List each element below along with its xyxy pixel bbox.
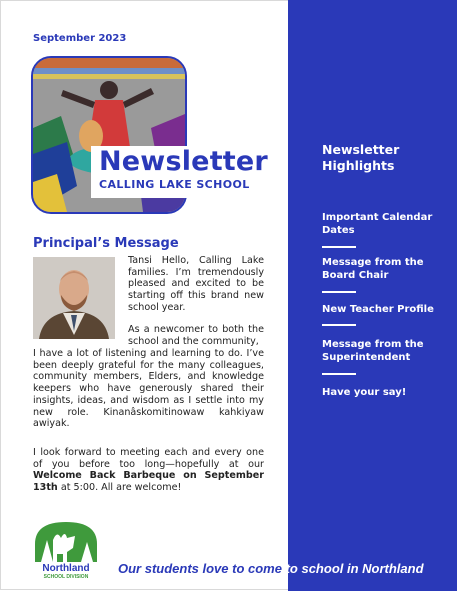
footer-tagline [118, 561, 424, 576]
highlight-divider [322, 373, 356, 375]
highlights-sidebar [285, 0, 457, 591]
principal-paragraph-2-rest: I have a lot of listening and learning to do. I’ve been deeply grateful for the many colleagues, community members, Elders, and knowledge keepers who have generously shared their insights, ideas, and wisdom as I settle into my new role. Kinanâskomitinowaw kahkiyaw awiyak. [33, 348, 264, 430]
event-name: Welcome Back Barbeque on September 13th [33, 470, 264, 494]
highlight-divider [322, 246, 356, 248]
highlights-title: Newsletter Highlights [322, 142, 400, 173]
highlight-teacher-profile[interactable]: New Teacher Profile [322, 304, 434, 315]
principal-paragraph-1: Tansi Hello, Calling Lake families. I’m tremendously pleased and excited to be starting off this brand new school year. [128, 255, 264, 313]
school-name: CALLING LAKE SCHOOL [99, 178, 250, 191]
highlight-calendar-dates[interactable]: Important Calendar Dates [322, 212, 433, 236]
highlight-divider [322, 324, 356, 326]
principal-paragraph-2-top: As a newcomer to both the school and the community, [128, 324, 264, 347]
logo-division: SCHOOL DIVISION [43, 574, 89, 580]
invite-text: I look forward to meeting each and every one of you before too long—hopefully at our [33, 447, 264, 470]
newsletter-title: Newsletter [99, 146, 268, 177]
principal-heading: Principal’s Message [33, 236, 179, 251]
tagline-part-2: to school in Northland [285, 561, 424, 576]
highlight-divider [322, 291, 356, 293]
principal-photo [33, 257, 115, 339]
northland-logo [31, 518, 101, 580]
principal-paragraph-3 [33, 447, 264, 494]
invite-time: at 5:00. All are welcome! [57, 482, 182, 494]
highlight-superintendent[interactable]: Message from the Superintendent [322, 339, 424, 363]
issue-date: September 2023 [33, 33, 127, 44]
logo-wordmark: Northland [42, 563, 90, 574]
tagline-part-1: Our students love to come [118, 561, 286, 576]
highlight-board-chair[interactable]: Message from the Board Chair [322, 257, 424, 281]
highlight-have-your-say[interactable]: Have your say! [322, 387, 407, 398]
